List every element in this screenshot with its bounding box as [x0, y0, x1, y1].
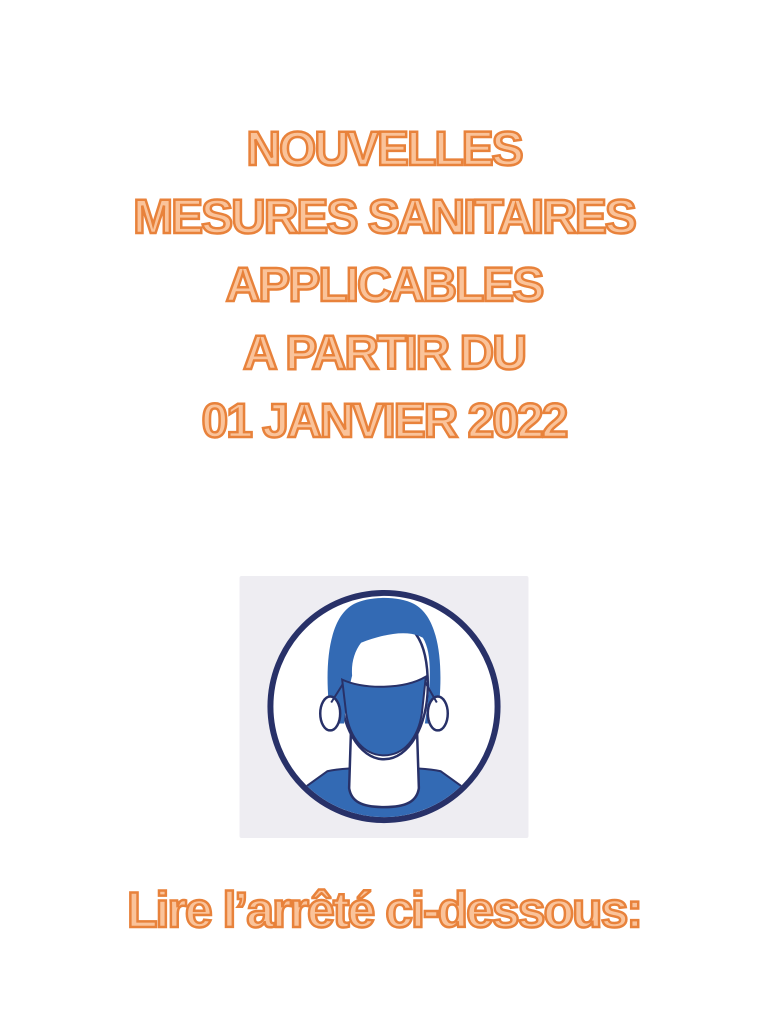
title-line-3: APPLICABLES: [225, 259, 543, 312]
poster-page: [0, 116, 768, 1024]
title-line-4: A PARTIR DU: [243, 327, 525, 380]
title-line-1: NOUVELLES: [246, 123, 522, 176]
title-line-2: MESURES SANITAIRES: [133, 191, 635, 244]
poster-title: [0, 116, 768, 456]
title-line-5: 01 JANVIER 2022: [201, 395, 567, 448]
face-mask-icon: [238, 576, 530, 840]
mask-pictogram-image: [238, 576, 530, 840]
footer-text: Lire l’arrêté ci-dessous:: [126, 882, 642, 938]
